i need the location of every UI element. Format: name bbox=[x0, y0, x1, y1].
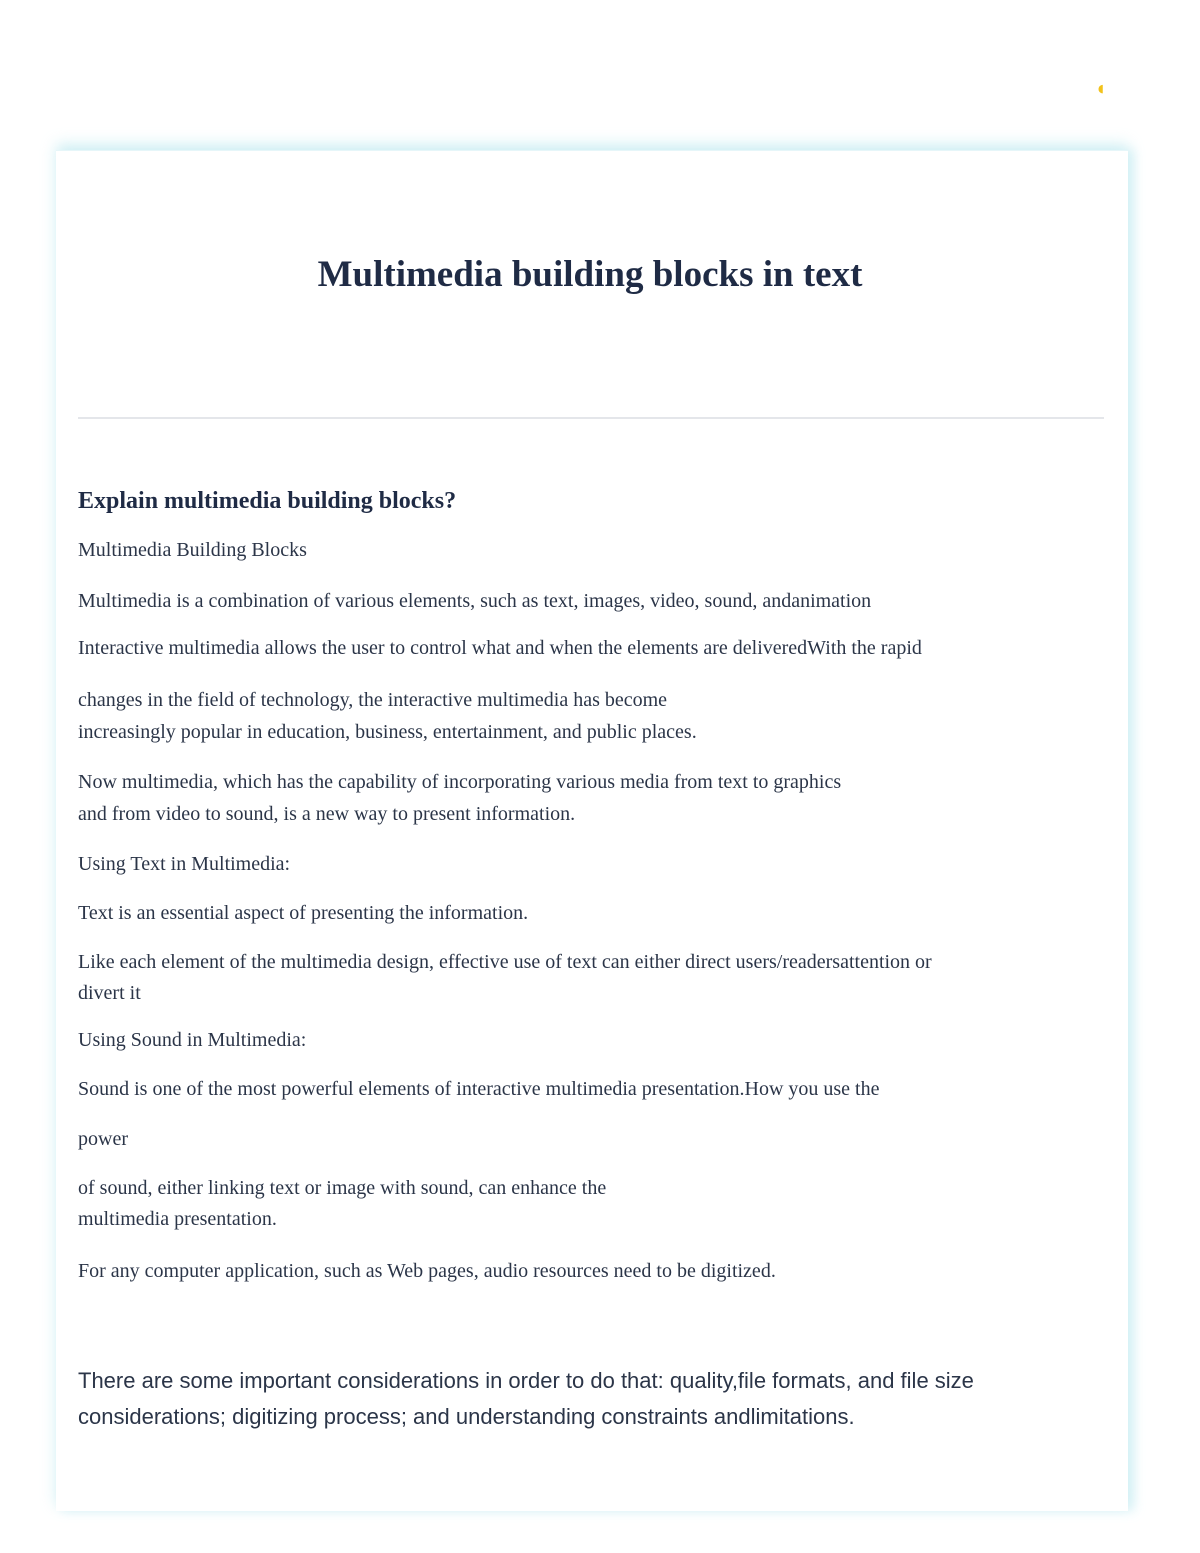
paragraph-text-design bbox=[78, 947, 932, 1009]
paragraph-technology-changes bbox=[78, 684, 697, 748]
paragraph-line: increasingly popular in education, business, entertainment, and public places. bbox=[78, 721, 697, 743]
paragraph-interactive bbox=[78, 632, 922, 664]
paragraph-text-essential bbox=[78, 897, 528, 929]
paragraph-line: For any computer application, such as Web pages, audio resources need to be digitized. bbox=[78, 1260, 776, 1282]
paragraph-line: Using Text in Multimedia: bbox=[78, 853, 291, 875]
subheading-using-text bbox=[78, 848, 290, 880]
paragraph-sound-linking bbox=[78, 1173, 606, 1235]
paragraph-line: considerations; digitizing process; and understanding constraints andlimitations. bbox=[78, 1404, 855, 1429]
paragraph-line: Using Sound in Multimedia: bbox=[78, 1029, 307, 1051]
paragraph-building-blocks bbox=[78, 534, 307, 566]
paragraph-line: changes in the field of technology, the interactive multimedia has become bbox=[78, 689, 668, 711]
paragraph-line: There are some important considerations in order to do that: quality,file formats, and file size bbox=[78, 1368, 974, 1393]
paragraph-line: power bbox=[78, 1128, 128, 1150]
title-divider bbox=[78, 417, 1104, 419]
paragraph-digitized bbox=[78, 1255, 776, 1287]
paragraph-line: Now multimedia, which has the capability of incorporating various media from text to graphics bbox=[78, 771, 842, 793]
paragraph-line: divert it bbox=[78, 982, 141, 1004]
paragraph-line: and from video to sound, is a new way to present information. bbox=[78, 803, 576, 825]
paragraph-sound-powerful bbox=[78, 1073, 879, 1105]
paragraph-definition bbox=[78, 585, 871, 617]
subheading-using-sound bbox=[78, 1024, 306, 1056]
document-card bbox=[56, 150, 1128, 1511]
paragraph-line: multimedia presentation. bbox=[78, 1208, 277, 1230]
document-title: Multimedia building blocks in text bbox=[317, 254, 863, 295]
paragraph-now-multimedia bbox=[78, 766, 841, 830]
paragraph-line: Sound is one of the most powerful elements of interactive multimedia presentation.How you use the bbox=[78, 1078, 880, 1100]
paragraph-line: of sound, either linking text or image with sound, can enhance the bbox=[78, 1177, 607, 1199]
paragraph-line: Interactive multimedia allows the user to control what and when the elements are deliveredWith the rapid bbox=[78, 637, 922, 659]
paragraph-line: Like each element of the multimedia design, effective use of text can either direct users/readersattention or bbox=[78, 951, 932, 973]
corner-mark-icon: ◖ bbox=[1098, 82, 1104, 95]
paragraph-line: Multimedia Building Blocks bbox=[78, 539, 307, 561]
paragraph-line: Multimedia is a combination of various elements, such as text, images, video, sound, andanimation bbox=[78, 590, 872, 612]
paragraph-considerations bbox=[78, 1363, 974, 1435]
section-heading: Explain multimedia building blocks? bbox=[78, 488, 457, 514]
paragraph-line: Text is an essential aspect of presenting the information. bbox=[78, 902, 529, 924]
paragraph-power bbox=[78, 1123, 128, 1155]
